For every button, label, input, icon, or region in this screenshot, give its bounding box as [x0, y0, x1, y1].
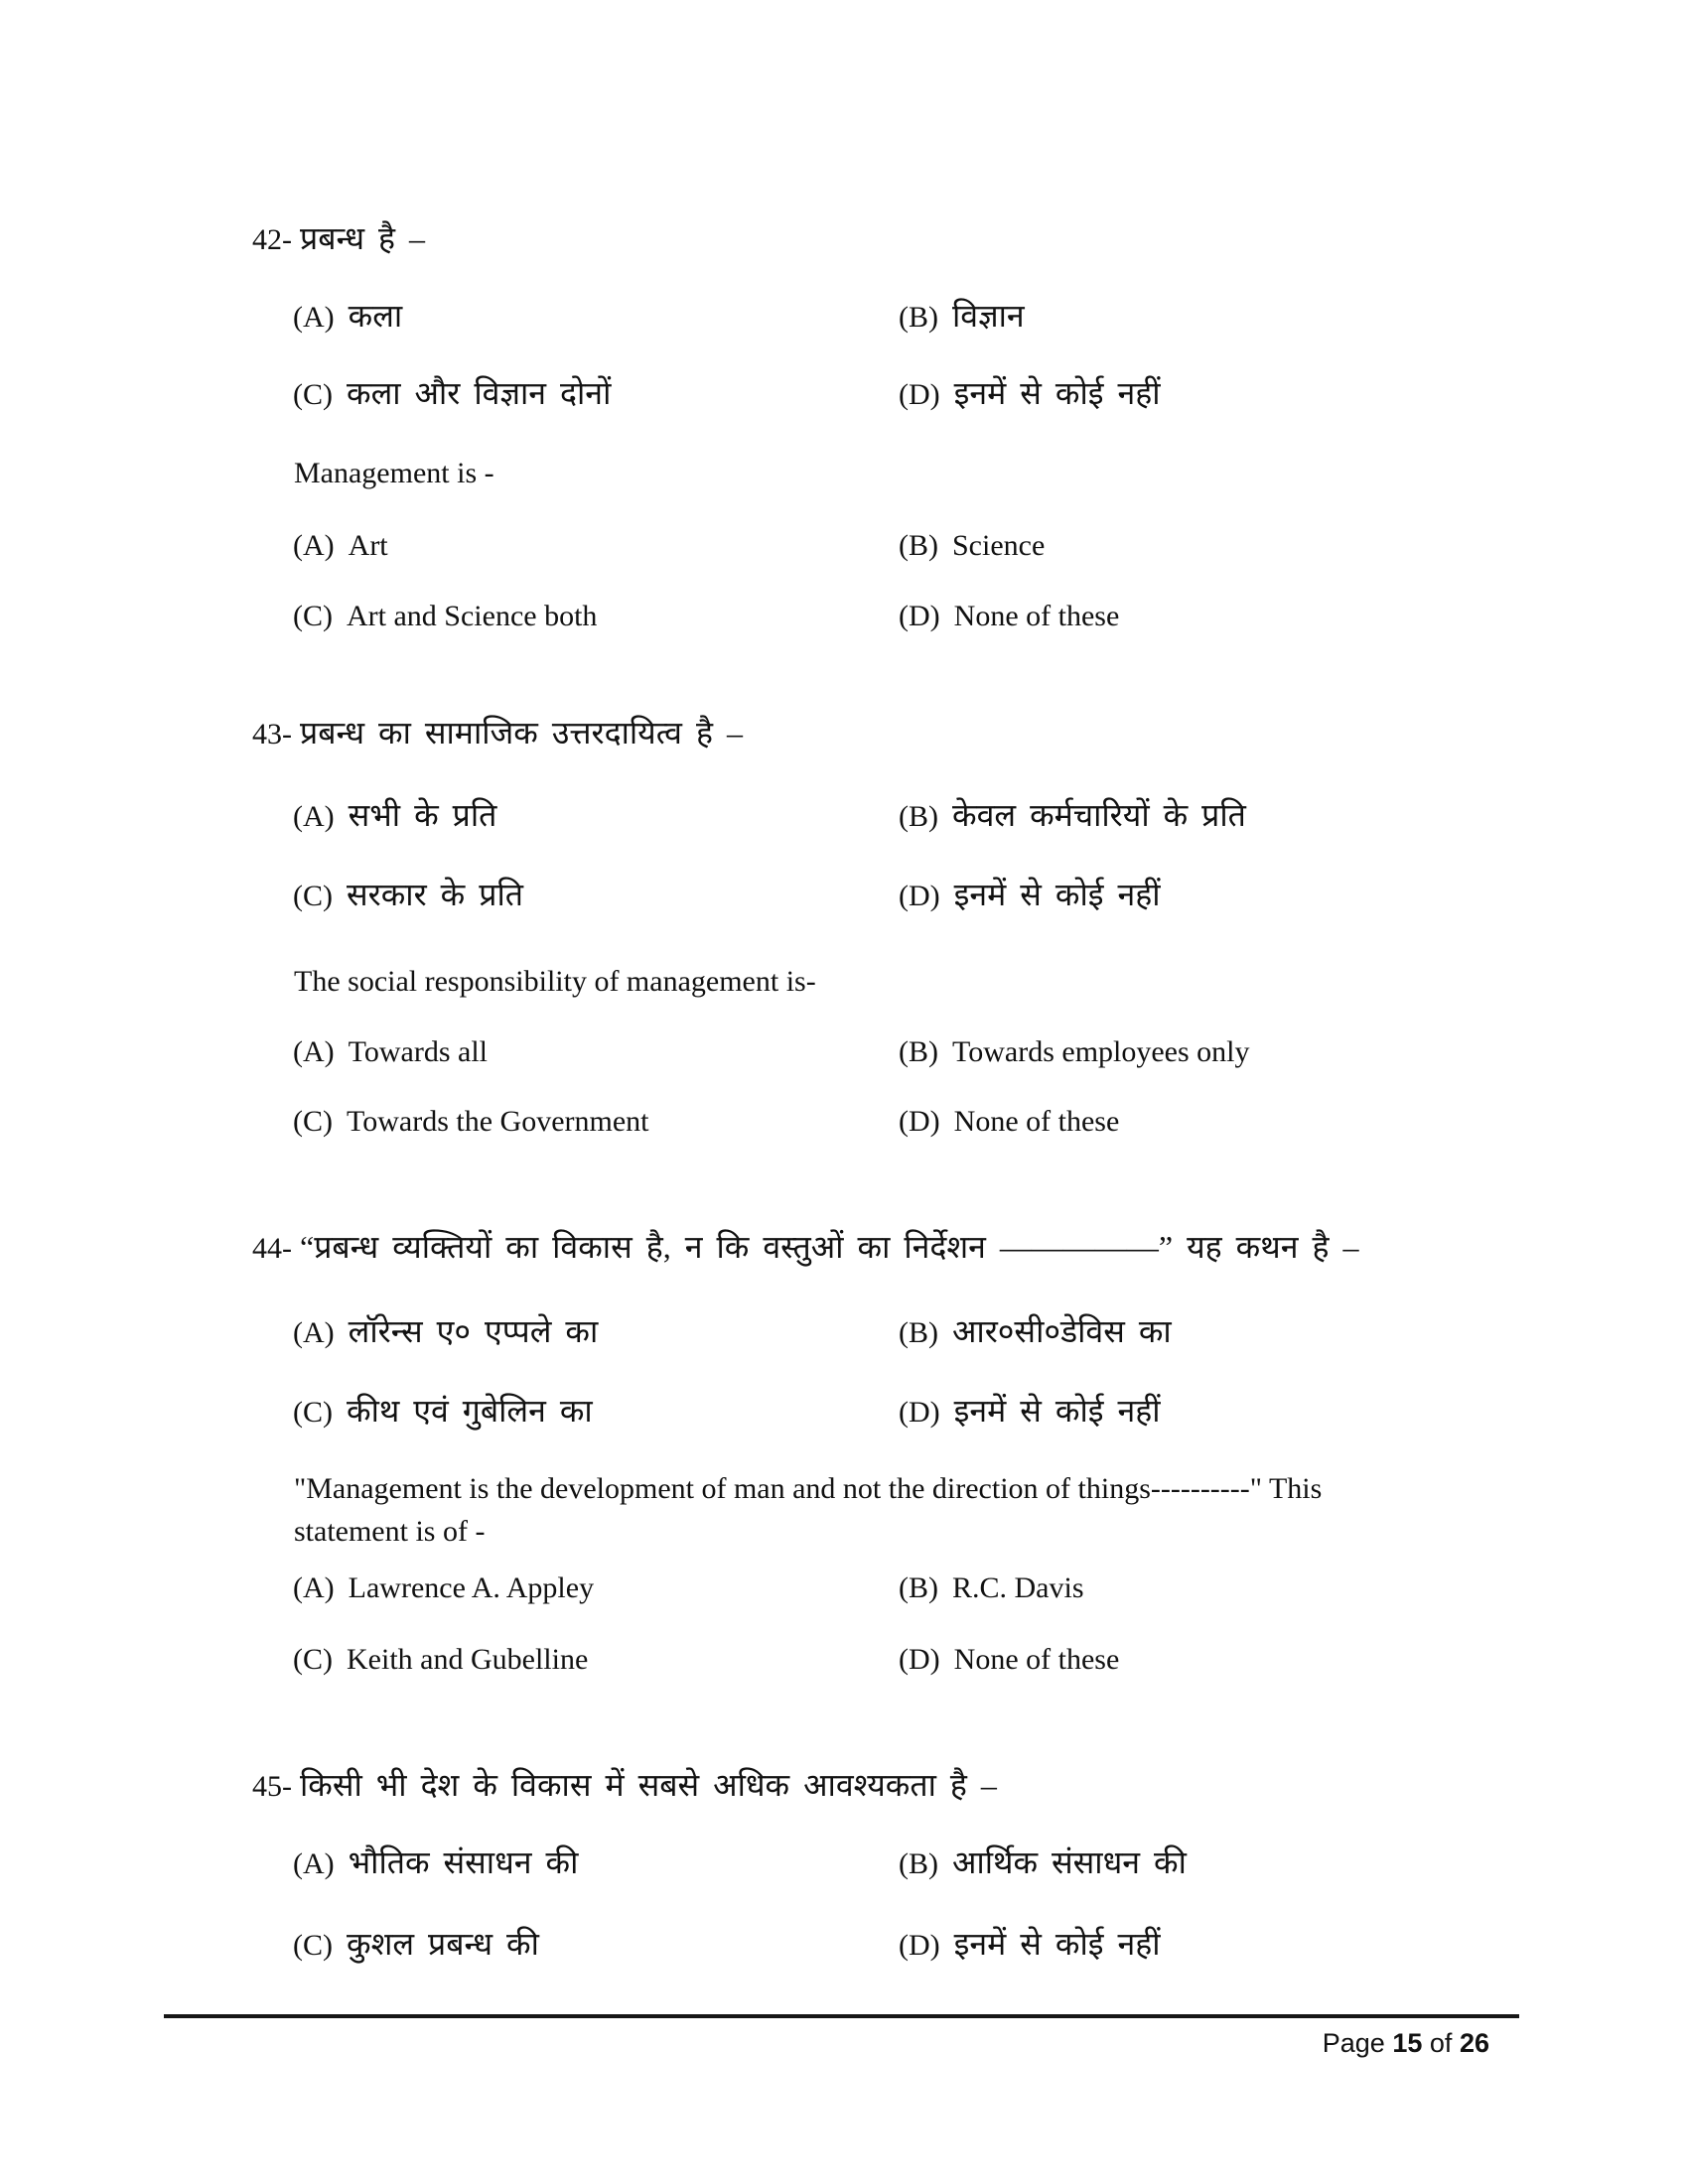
option-marker: (D) — [899, 1105, 940, 1138]
q42-english-option-b — [899, 529, 1045, 564]
question-number: 44- — [252, 1232, 292, 1265]
q43-english-option-b — [899, 1035, 1250, 1070]
question-44-english-title-line1: "Management is the development of man and not the direction of things----------" This — [294, 1472, 1323, 1505]
q42-hindi-option-a — [293, 298, 402, 336]
q43-english-option-a — [293, 1035, 488, 1070]
question-42-hindi-title — [252, 220, 425, 258]
option-marker: (A) — [293, 1035, 335, 1068]
option-text: Science — [952, 529, 1046, 562]
option-marker: (A) — [293, 529, 335, 562]
option-text: Towards employees only — [952, 1035, 1250, 1068]
option-marker: (A) — [293, 800, 335, 833]
q45-hindi-option-d — [899, 1926, 1161, 1964]
question-text: प्रबन्ध का सामाजिक उत्तरदायित्व है – — [300, 715, 743, 751]
option-text: केवल कर्मचारियों के प्रति — [952, 797, 1246, 833]
option-marker: (B) — [899, 529, 938, 562]
q44-english-option-a — [293, 1571, 594, 1606]
q42-hindi-option-c — [293, 375, 611, 413]
option-marker: (D) — [899, 1396, 940, 1429]
option-text: इनमें से कोई नहीं — [953, 877, 1161, 912]
option-text: Towards all — [348, 1035, 489, 1068]
q44-english-option-d — [899, 1643, 1119, 1678]
option-marker: (C) — [293, 378, 333, 411]
option-text: Lawrence A. Appley — [348, 1571, 595, 1604]
q45-hindi-option-c — [293, 1926, 539, 1964]
q44-hindi-option-a — [293, 1313, 598, 1351]
footer-current-page: 15 — [1392, 2028, 1423, 2058]
option-marker: (D) — [899, 378, 940, 411]
option-text: Keith and Gubelline — [347, 1643, 589, 1676]
option-marker: (C) — [293, 1929, 333, 1962]
option-text: कीथ एवं गुबेलिन का — [347, 1393, 593, 1429]
option-marker: (D) — [899, 1929, 940, 1962]
footer-divider — [164, 2014, 1519, 2018]
question-42-english-title: Management is - — [294, 457, 494, 489]
option-marker: (C) — [293, 1105, 333, 1138]
q43-english-option-d — [899, 1105, 1119, 1140]
option-text: भौतिक संसाधन की — [348, 1844, 579, 1880]
q43-hindi-option-a — [293, 797, 496, 835]
q42-english-option-c — [293, 600, 597, 634]
option-marker: (A) — [293, 301, 335, 334]
option-text: सभी के प्रति — [348, 797, 497, 833]
option-text: Towards the Government — [347, 1105, 649, 1138]
option-marker: (B) — [899, 800, 938, 833]
question-44-english-title-line2: statement is of - — [294, 1515, 486, 1548]
option-marker: (C) — [293, 1396, 333, 1429]
option-marker: (D) — [899, 600, 940, 632]
option-marker: (B) — [899, 301, 938, 334]
q42-hindi-option-d — [899, 375, 1161, 413]
option-text: इनमें से कोई नहीं — [953, 375, 1161, 411]
footer-total-pages: 26 — [1459, 2028, 1489, 2058]
option-text: R.C. Davis — [952, 1571, 1084, 1604]
question-43-hindi-title — [252, 715, 743, 752]
option-marker: (B) — [899, 1847, 938, 1880]
q43-hindi-option-d — [899, 877, 1161, 914]
option-text: विज्ञान — [952, 298, 1025, 334]
q44-hindi-option-c — [293, 1393, 593, 1431]
option-text: लॉरेन्स ए० एप्पले का — [348, 1313, 599, 1349]
question-43-english-title: The social responsibility of management is- — [294, 965, 816, 998]
option-text: Art and Science both — [347, 600, 598, 632]
question-text: किसी भी देश के विकास में सबसे अधिक आवश्यकता है – — [300, 1767, 997, 1803]
option-marker: (B) — [899, 1571, 938, 1604]
option-text: कुशल प्रबन्ध की — [347, 1926, 539, 1962]
q44-english-option-c — [293, 1643, 588, 1678]
footer-of-label: of — [1429, 2028, 1453, 2058]
q43-hindi-option-b — [899, 797, 1246, 835]
q42-hindi-option-b — [899, 298, 1025, 336]
q45-hindi-option-a — [293, 1844, 578, 1882]
q42-english-option-d — [899, 600, 1119, 634]
option-marker: (C) — [293, 1643, 333, 1676]
option-text: सरकार के प्रति — [347, 877, 523, 912]
option-text: Art — [348, 529, 388, 562]
question-text: “प्रबन्ध व्यक्तियों का विकास है, न कि वस्तुओं का निर्देशन —————” यह कथन है – — [300, 1229, 1359, 1265]
q43-hindi-option-c — [293, 877, 523, 914]
page-number-footer — [164, 2028, 1489, 2059]
footer-page-label: Page — [1322, 2028, 1385, 2058]
question-number: 43- — [252, 718, 292, 751]
question-number: 42- — [252, 223, 292, 256]
option-text: आर०सी०डेविस का — [952, 1313, 1172, 1349]
option-text: None of these — [953, 1105, 1120, 1138]
question-44-hindi-title — [252, 1229, 1358, 1267]
option-text: इनमें से कोई नहीं — [953, 1926, 1161, 1962]
option-marker: (D) — [899, 880, 940, 912]
option-marker: (B) — [899, 1316, 938, 1349]
option-text: कला और विज्ञान दोनों — [347, 375, 612, 411]
q43-english-option-c — [293, 1105, 648, 1140]
option-text: None of these — [953, 1643, 1120, 1676]
option-text: आर्थिक संसाधन की — [952, 1844, 1187, 1880]
q44-english-option-b — [899, 1571, 1084, 1606]
option-marker: (D) — [899, 1643, 940, 1676]
option-marker: (A) — [293, 1571, 335, 1604]
q44-hindi-option-d — [899, 1393, 1161, 1431]
q45-hindi-option-b — [899, 1844, 1187, 1882]
option-marker: (A) — [293, 1316, 335, 1349]
question-45-hindi-title — [252, 1767, 997, 1805]
option-text: इनमें से कोई नहीं — [953, 1393, 1161, 1429]
question-number: 45- — [252, 1770, 292, 1803]
option-marker: (A) — [293, 1847, 335, 1880]
option-marker: (C) — [293, 880, 333, 912]
q44-hindi-option-b — [899, 1313, 1172, 1351]
question-text: प्रबन्ध है – — [300, 220, 426, 256]
option-marker: (C) — [293, 600, 333, 632]
option-text: None of these — [953, 600, 1120, 632]
q42-english-option-a — [293, 529, 388, 564]
option-marker: (B) — [899, 1035, 938, 1068]
option-text: कला — [348, 298, 403, 334]
